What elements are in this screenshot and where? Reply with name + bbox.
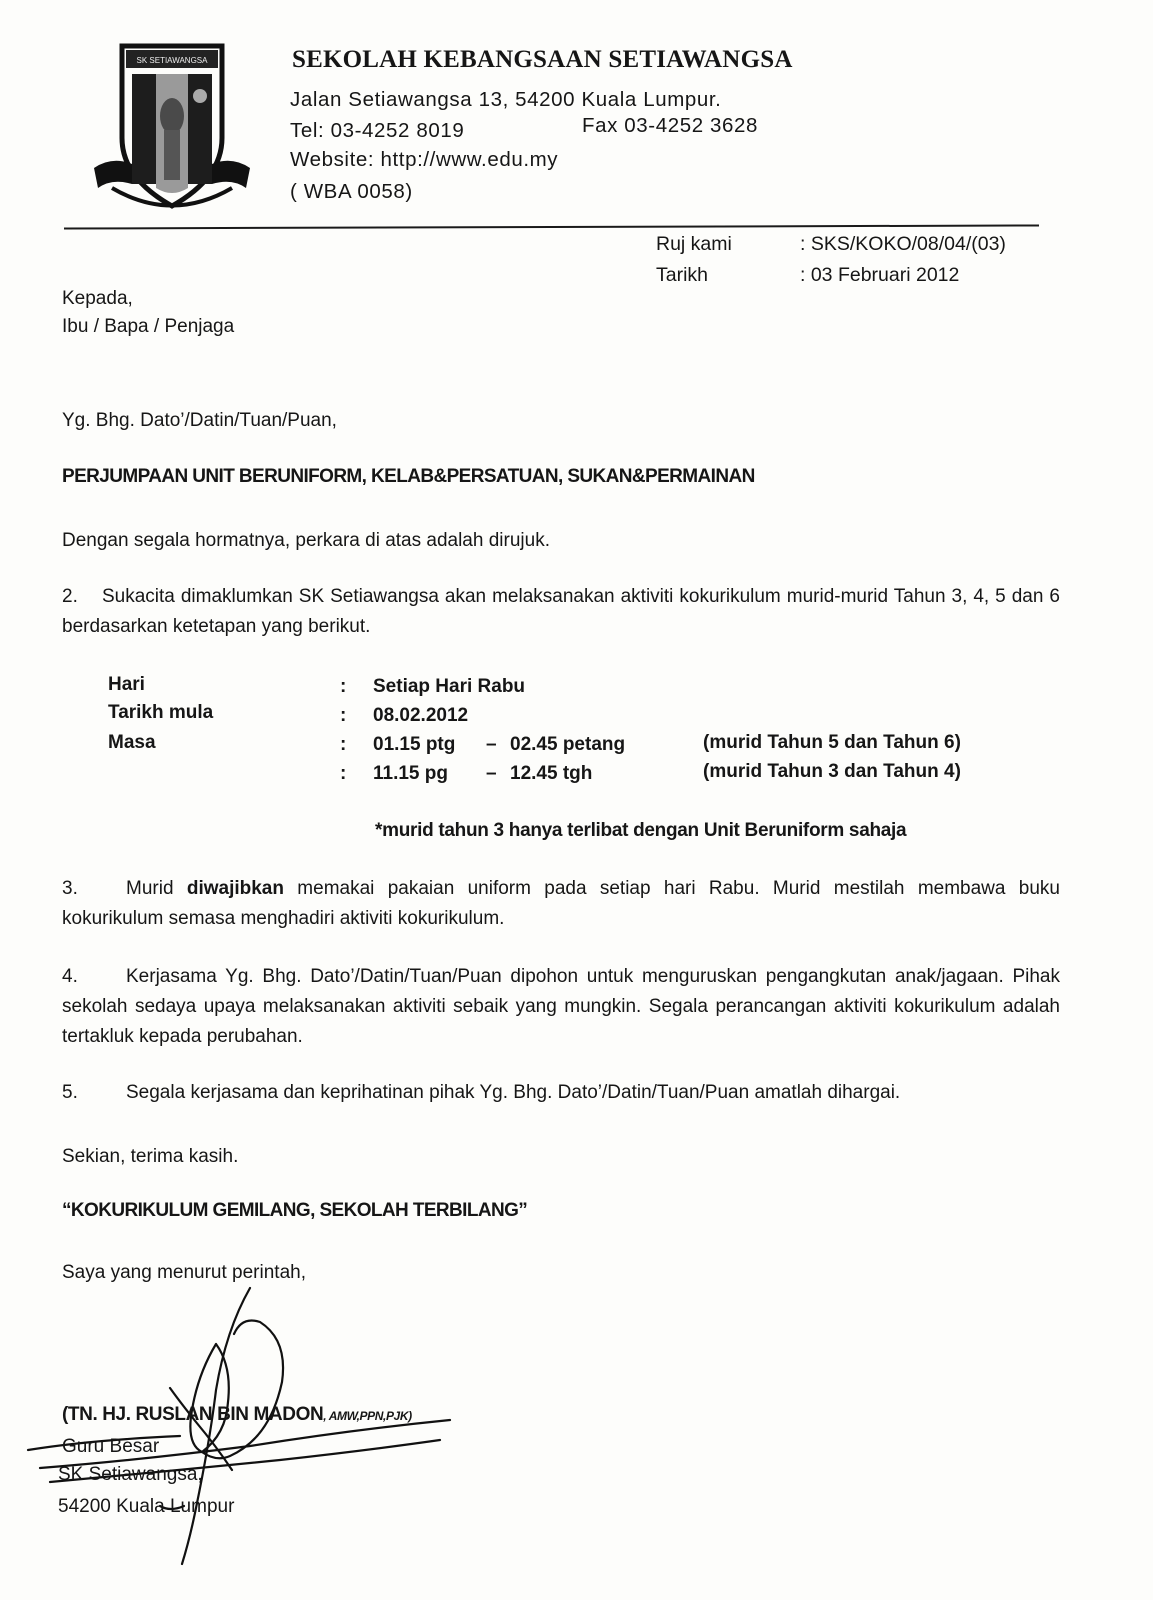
schedule-day-label: Hari: [108, 674, 145, 695]
letter-subject: PERJUMPAAN UNIT BERUNIFORM, KELAB&PERSATUAN, SUKAN&PERMAINAN: [62, 466, 755, 487]
schedule-start-label: Tarikh mula: [108, 702, 214, 723]
recipient-name: Ibu / Bapa / Penjaga: [62, 316, 235, 337]
schedule-colon: :: [340, 734, 347, 755]
sign-off: Saya yang menurut perintah,: [62, 1262, 306, 1283]
schedule-time-2-note: (murid Tahun 3 dan Tahun 4): [703, 761, 961, 782]
paragraph-4: [62, 962, 1060, 1052]
paragraph-2-number: 2.: [62, 586, 78, 607]
paragraph-2-text: Sukacita dimaklumkan SK Setiawangsa akan melaksanakan aktiviti kokurikulum murid-murid Tahun 3, 4, 5 dan 6 berdasarkan ketetapan yang berikut.: [62, 586, 1060, 637]
schedule-dash: –: [486, 763, 497, 784]
school-fax: Fax 03-4252 3628: [582, 114, 759, 137]
paragraph-3-text-end: memakai pakaian uniform pada setiap hari Rabu. Murid mestilah membawa buku kokurikulum semasa menghadiri aktiviti kokurikulum.: [62, 878, 1060, 929]
signatory-honours: , AMW,PPN,PJK): [323, 1409, 412, 1423]
ref-value: : SKS/KOKO/08/04/(03): [800, 233, 1006, 255]
recipient-heading: Kepada,: [62, 288, 133, 309]
paragraph-5-number: 5.: [62, 1082, 78, 1103]
letterhead-divider: [64, 224, 1039, 229]
schedule-time-2-end: 12.45 tgh: [510, 763, 593, 784]
schedule-dash: –: [486, 734, 497, 755]
school-motto: “KOKURIKULUM GEMILANG, SEKOLAH TERBILANG”: [62, 1200, 528, 1221]
school-code: ( WBA 0058): [290, 180, 413, 203]
paragraph-5-text: Segala kerjasama dan keprihatinan pihak Yg. Bhg. Dato’/Datin/Tuan/Puan amatlah dihargai.: [126, 1082, 901, 1103]
school-crest-logo: [92, 38, 252, 213]
school-name: SEKOLAH KEBANGSAAN SETIAWANGSA: [292, 46, 793, 73]
school-address: Jalan Setiawangsa 13, 54200 Kuala Lumpur.: [290, 88, 722, 111]
school-tel: Tel: 03-4252 8019: [290, 119, 465, 142]
paragraph-3-text-start: Murid: [126, 878, 187, 899]
schedule-time-2-start: 11.15 pg: [373, 763, 448, 784]
schedule-colon: :: [340, 763, 347, 784]
signatory-school: SK Setiawangsa,: [58, 1464, 203, 1485]
signatory-name: (TN. HJ. RUSLAN BIN MADON: [62, 1404, 324, 1425]
schedule-time-1-end: 02.45 petang: [510, 734, 626, 755]
paragraph-3-emphasis: diwajibkan: [186, 878, 284, 899]
schedule-footnote: *murid tahun 3 hanya terlibat dengan Unit Beruniform sahaja: [375, 820, 907, 841]
closing-line: Sekian, terima kasih.: [62, 1146, 239, 1167]
paragraph-4-number: 4.: [62, 966, 78, 987]
paragraph-2: [62, 582, 1060, 642]
schedule-time-1-start: 01.15 ptg: [373, 734, 456, 755]
intro-paragraph: Dengan segala hormatnya, perkara di atas adalah dirujuk.: [62, 530, 550, 551]
schedule-start-value: 08.02.2012: [373, 705, 469, 726]
paragraph-3: [62, 874, 1060, 934]
school-website: Website: http://www.edu.my: [290, 148, 559, 171]
salutation: Yg. Bhg. Dato’/Datin/Tuan/Puan,: [62, 410, 337, 431]
ref-label: Ruj kami: [656, 233, 732, 255]
schedule-time-label: Masa: [108, 732, 156, 753]
date-label: Tarikh: [656, 264, 709, 286]
date-value: : 03 Februari 2012: [800, 264, 960, 286]
signatory-title: Guru Besar: [62, 1436, 160, 1457]
signatory-name-line: [62, 1404, 412, 1426]
crest-text: SK SETIAWANGSA: [136, 56, 208, 65]
paragraph-5: [62, 1082, 900, 1104]
schedule-colon: :: [340, 705, 347, 726]
schedule-time-1-note: (murid Tahun 5 dan Tahun 6): [703, 732, 961, 753]
paragraph-3-number: 3.: [62, 878, 78, 899]
signatory-city: 54200 Kuala Lumpur: [58, 1496, 235, 1517]
paragraph-4-text: Kerjasama Yg. Bhg. Dato’/Datin/Tuan/Puan dipohon untuk menguruskan pengangkutan anak/jagaan. Pihak sekolah sedaya upaya melaksanakan aktiviti sebaik yang mungkin. Segala perancangan aktiviti kokurikulum adalah tertakluk kepada perubahan.: [62, 966, 1060, 1047]
schedule-colon: :: [340, 676, 347, 697]
schedule-day-value: Setiap Hari Rabu: [373, 676, 526, 697]
